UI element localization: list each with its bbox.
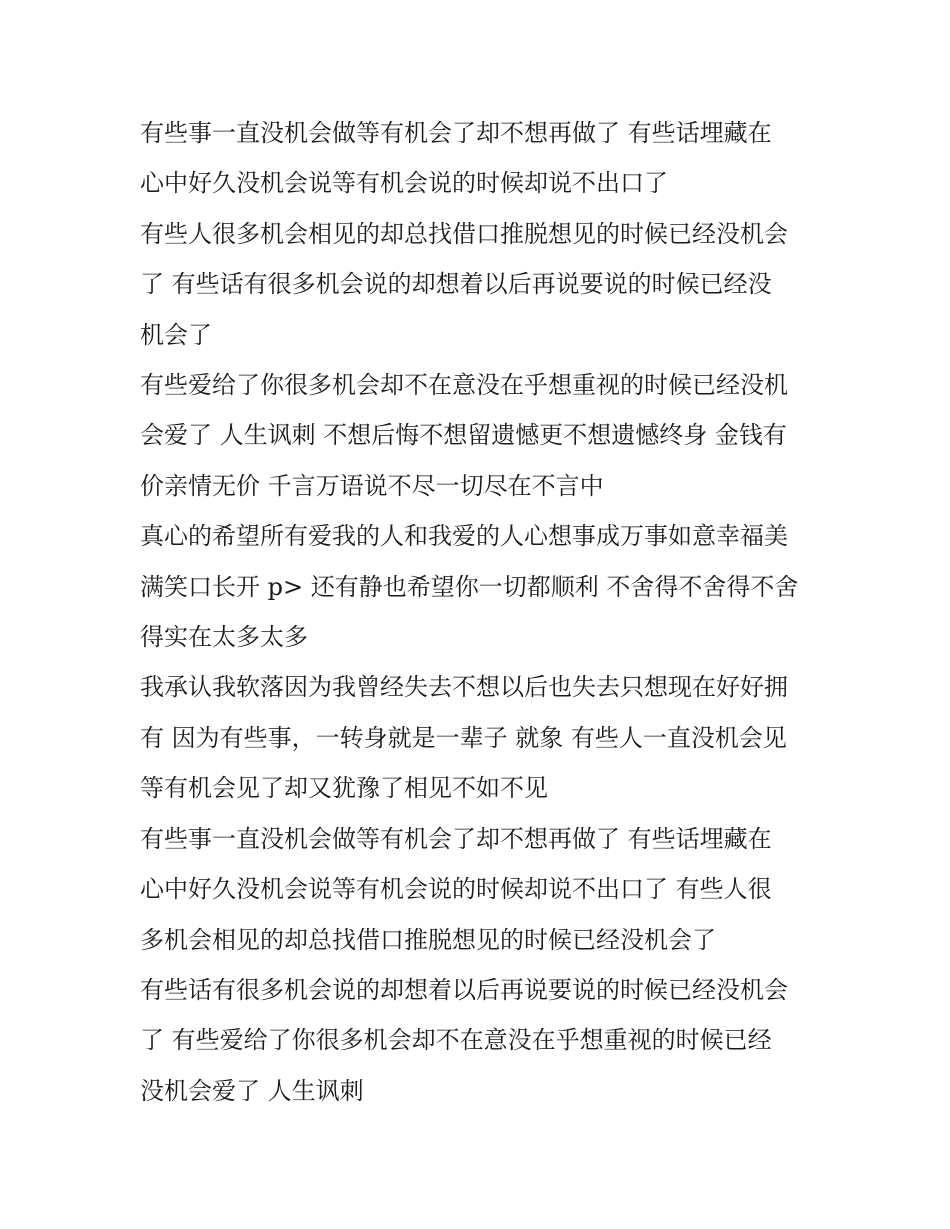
paragraph-5: 我承认我软落因为我曾经失去不想以后也失去只想现在好好拥 有 因为有些事，一转身就是一辈子 就象 有些人一直没机会见 等有机会见了却又犹豫了相见不如不见: [140, 673, 788, 803]
paragraph-4: 真心的希望所有爱我的人和我爱的人心想事成万事如意幸福美 满笑口长开 p> 还有静也希望你一切都顺利 不舍得不舍得不舍 得实在太多太多: [140, 522, 799, 652]
paragraph-7: 有些话有很多机会说的却想着以后再说要说的时候已经没机会 了 有些爱给了你很多机会却不在意没在乎想重视的时候已经 没机会爱了 人生讽刺: [140, 975, 788, 1105]
document-body: [140, 108, 830, 1116]
paragraph-3: 有些爱给了你很多机会却不在意没在乎想重视的时候已经没机 会爱了 人生讽刺 不想后悔不想留遗憾更不想遗憾终身 金钱有 价亲情无价 千言万语说不尽一切尽在不言中: [140, 371, 788, 500]
paragraph-2: 有些人很多机会相见的却总找借口推脱想见的时候已经没机会 了 有些话有很多机会说的却想着以后再说要说的时候已经没 机会了: [140, 219, 788, 349]
paragraph-1: 有些事一直没机会做等有机会了却不想再做了 有些话埋藏在 心中好久没机会说等有机会说的时候却说不出口了: [140, 119, 772, 198]
paragraph-6: 有些事一直没机会做等有机会了却不想再做了 有些话埋藏在 心中好久没机会说等有机会说的时候却说不出口了 有些人很 多机会相见的却总找借口推脱想见的时候已经没机会了: [140, 824, 772, 954]
